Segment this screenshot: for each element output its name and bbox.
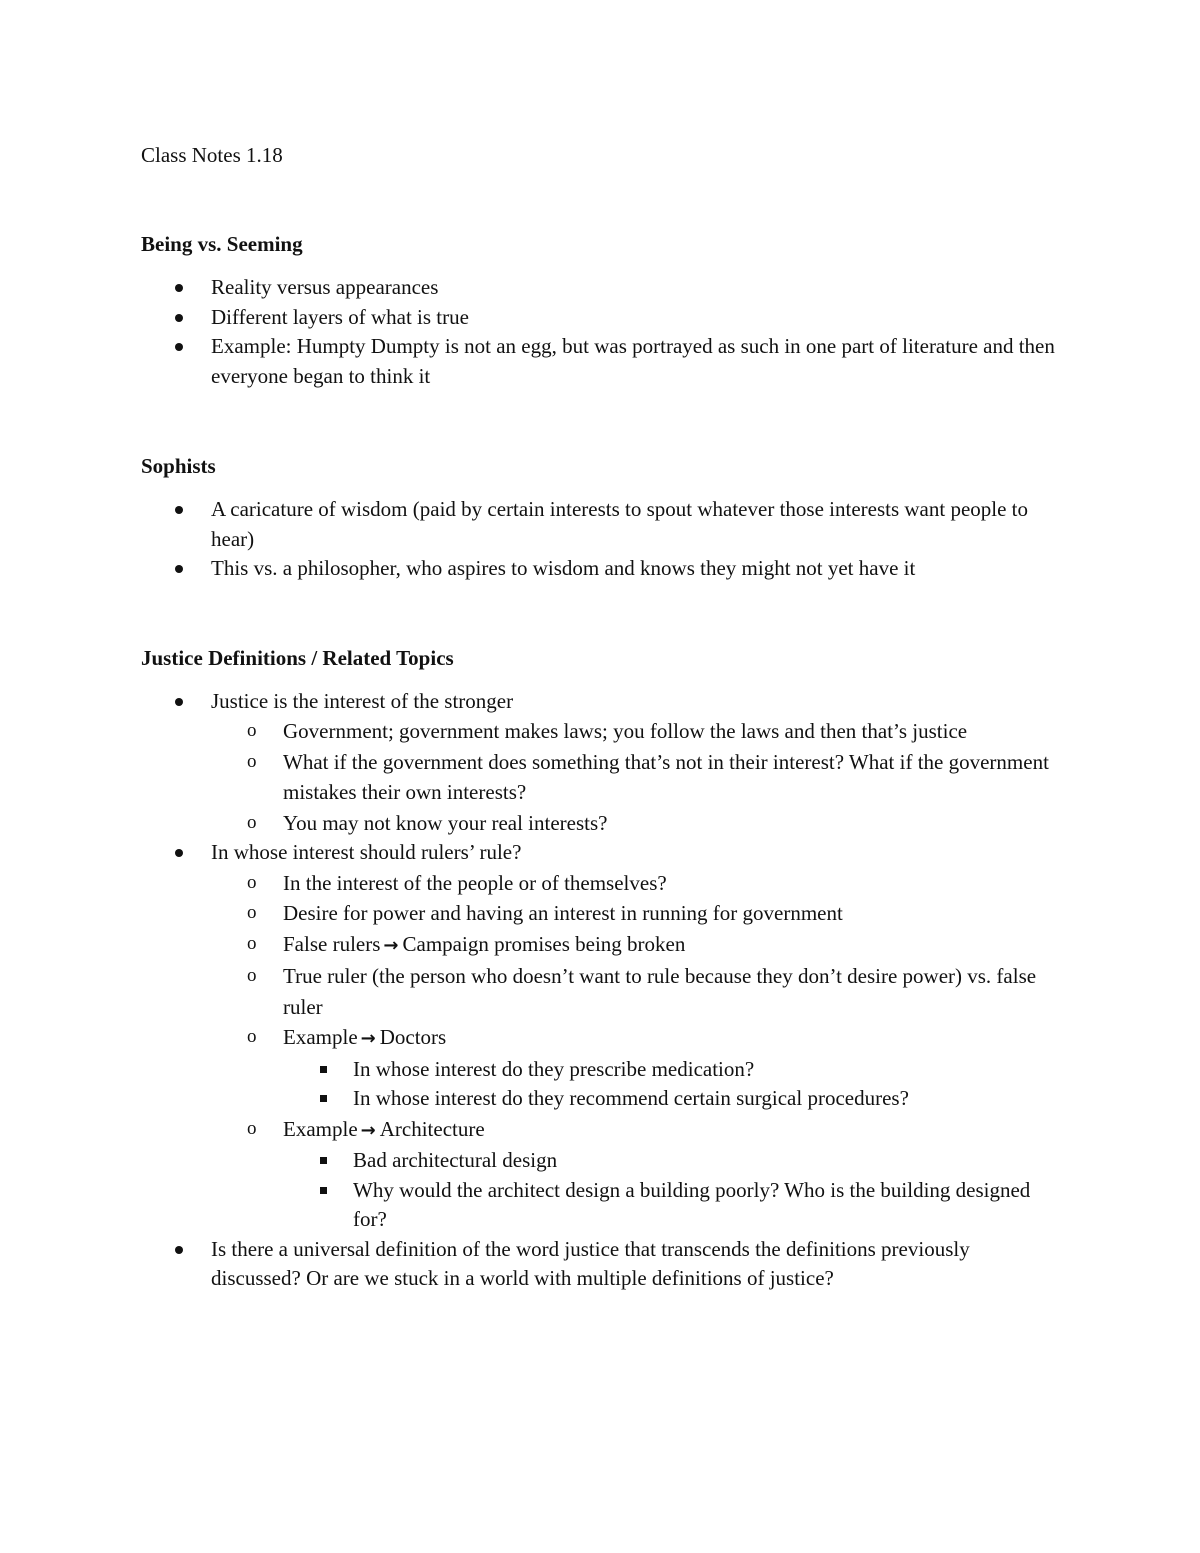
list-item: Reality versus appearances [141,273,1061,303]
sub-sub-list-item: Bad architectural design [283,1146,1061,1176]
list-item: Example: Humpty Dumpty is not an egg, but was portrayed as such in one part of literature and then everyone began to think it [141,332,1061,391]
sub-sub-list-item: In whose interest do they recommend certain surgical procedures? [283,1084,1061,1114]
sub-list-item: o You may not know your real interests? [211,808,1061,839]
bullet-list [141,273,1061,391]
section-heading-being-vs-seeming: Being vs. Seeming [141,232,303,256]
document-title: Class Notes 1.18 [141,143,283,167]
list-item: This vs. a philosopher, who aspires to wisdom and knows they might not yet have it [141,554,1061,584]
bullet-dot-icon [175,1246,183,1254]
sub-list-item: o Government; government makes laws; you follow the laws and then that’s justice [211,716,1061,747]
section-heading-justice-definitions: Justice Definitions / Related Topics [141,645,454,670]
circle-bullet-icon: o [247,1026,257,1047]
circle-bullet-icon: o [247,965,257,986]
square-bullet-icon [320,1095,327,1102]
list-item: In whose interest should rulers’ rule? o In the interest of the people or of themselves? o Desire for power and having an interest in running for government o False rulers → Campaign promises being broken o True ruler (the person who doesn’t want to rule because they don’t desire power) vs. false ruler o Example → Doctors In whose interest do they prescribe medication? In whose interest do they recommend certain surgical procedures? o Example → Architecture Bad architectural design Why would the architect design a building poorly? Who is the building designed for? [141,838,1061,1235]
sub-sub-list-item: Why would the architect design a building poorly? Who is the building designed for? [283,1176,1061,1235]
bullet-dot-icon [175,565,183,573]
square-bullet-icon [320,1157,327,1164]
list-item: Is there a universal definition of the word justice that transcends the definitions previously discussed? Or are we stuck in a world with multiple definitions of justice? [141,1235,1061,1294]
square-bullet-icon [320,1187,327,1194]
bullet-dot-icon [175,343,183,351]
circle-bullet-icon: o [247,902,257,923]
sub-list-item: o In the interest of the people or of themselves? [211,868,1061,899]
bullet-dot-icon [175,849,183,857]
square-bullet-icon [320,1066,327,1073]
bullet-dot-icon [175,506,183,514]
sub-list-item: o True ruler (the person who doesn’t want to rule because they don’t desire power) vs. false ruler [211,961,1061,1022]
sub-list-item: o Desire for power and having an interest in running for government [211,898,1061,929]
circle-bullet-icon: o [247,1117,257,1139]
bullet-dot-icon [175,314,183,322]
sub-list-item: o Example → Doctors In whose interest do they prescribe medication? In whose interest do they recommend certain surgical procedures? [211,1022,1061,1114]
sub-sub-list-item: In whose interest do they prescribe medication? [283,1055,1061,1085]
list-item: Different layers of what is true [141,303,1061,333]
circle-bullet-icon: o [247,871,257,893]
list-item: Justice is the interest of the stronger o Government; government makes laws; you follow the laws and then that’s justice o What if the government does something that’s not in their interest? What if the government mistakes their own interests? o You may not know your real interests? [141,687,1061,839]
circle-bullet-icon: o [247,932,257,954]
bullet-list [141,495,1061,584]
bullet-dot-icon [175,698,183,706]
sub-list [211,868,1061,1235]
sub-list-item: o False rulers → Campaign promises being broken [211,929,1061,962]
sub-sub-list [283,1146,1061,1235]
sub-list-item: o What if the government does something that’s not in their interest? What if the government mistakes their own interests? [211,747,1061,808]
document-page [141,140,1061,1294]
arrow-right-icon: → [360,1028,376,1049]
arrow-right-icon: → [383,934,399,956]
bullet-list [141,687,1061,1294]
circle-bullet-icon: o [247,811,257,833]
sub-sub-list [283,1055,1061,1114]
arrow-right-icon: → [360,1119,376,1141]
list-item: A caricature of wisdom (paid by certain interests to spout whatever those interests want people to hear) [141,495,1061,554]
section-heading-sophists: Sophists [141,454,216,478]
circle-bullet-icon: o [247,720,257,741]
circle-bullet-icon: o [247,750,257,772]
sub-list [211,716,1061,838]
sub-list-item: o Example → Architecture Bad architectural design Why would the architect design a building poorly? Who is the building designed for? [211,1114,1061,1235]
bullet-dot-icon [175,284,183,292]
